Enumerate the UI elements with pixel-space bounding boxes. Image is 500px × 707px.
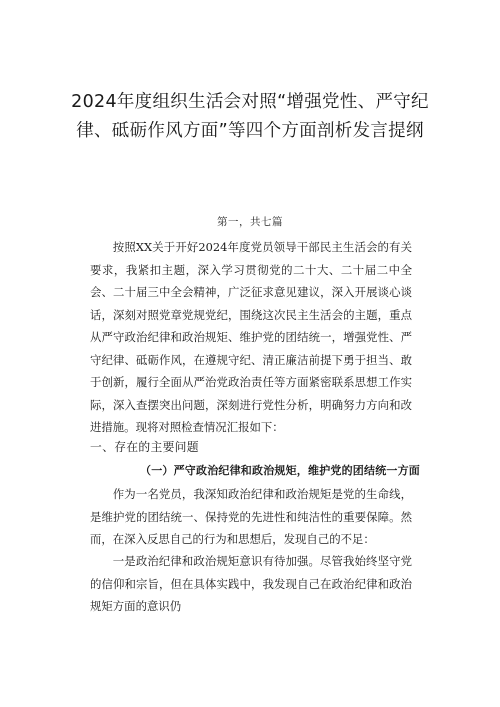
intro-paragraph: 按照XX关于开好2024年度党员领导干部民主生活会的有关要求，我紧扣主题，深入学习贯彻党的二十大、二十届二中全会、二十届三中全会精神，广泛征求意见建议，深入开展谈心谈话，深刻对照党章党规党纪，围绕这次民主生活会的主题，重点从严守政治纪律和政治规矩、维护党的团结统一，增强党性、严守纪律、砥砺作风，在遵规守纪、清正廉洁前提下勇于担当、敢于创新，履行全面从严治党政治责任等方面紧密联系思想工作实际，深入查摆突出问题，深刻进行党性分析，明确努力方向和改进措施。现将对照检查情况汇报如下： [90,240,412,434]
body-paragraph: 作为一名党员，我深知政治纪律和政治规矩是党的生命线，是维护党的团结统一、保持党的先进性和纯洁性的重要保障。然而，在深入反思自己的行为和思想后，发现自己的不足： [90,487,412,546]
document-title: 2024年度组织生活会对照“增强党性、严守纪律、砥砺作风方面”等四个方面剖析发言提纲 [71,92,429,141]
body-paragraph: 一是政治纪律和政治规矩意识有待加强。尽管我始终坚守党的信仰和宗旨，但在具体实践中，我发现自己在政治纪律和政治规矩方面的意识仍 [90,554,412,613]
sub-heading: （一）严守政治纪律和政治规矩，维护党的团结统一方面 [140,464,420,477]
section-heading: 一、存在的主要问题 [90,440,199,454]
part-label: 第一，共七篇 [217,216,283,228]
